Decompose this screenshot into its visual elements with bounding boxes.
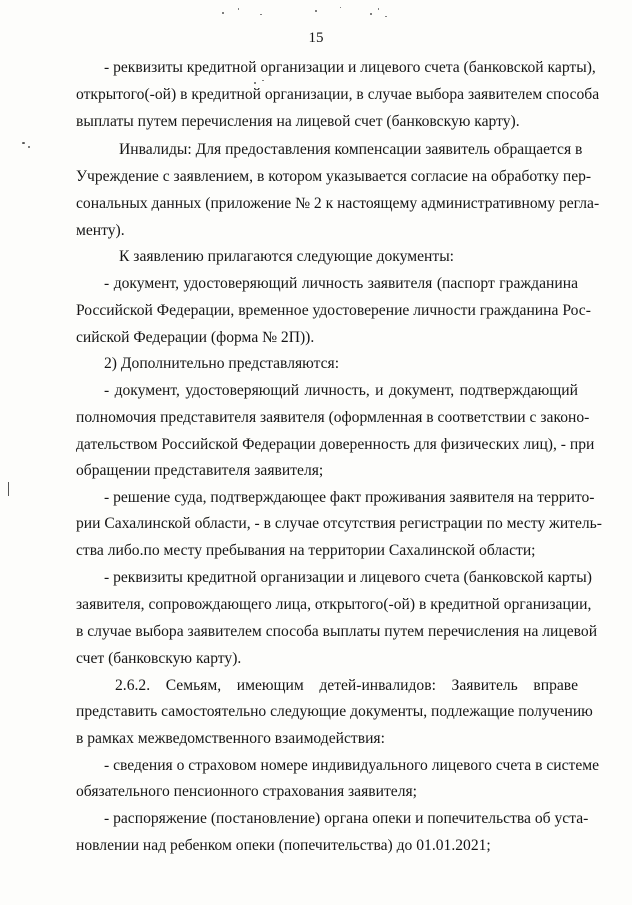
- paragraph-line: - распоряжение (постановление) органа опеки и попечительства об уста-: [104, 810, 589, 827]
- paragraph-line: дательством Российской Федерации доверенность для физических лиц), - при: [76, 436, 595, 453]
- paragraph-line: рии Сахалинской области, - в случае отсутствия регистрации по месту житель-: [76, 515, 602, 532]
- scan-speck: [254, 82, 256, 84]
- paragraph-line: полномочия представителя заявителя (оформленная в соответствии с законо-: [76, 409, 590, 426]
- paragraph-line: в случае выбора заявителем способа выплаты путем перечисления на лицевой: [76, 623, 598, 640]
- paragraph-line: - сведения о страховом номере индивидуального лицевого счета в системе: [104, 757, 600, 774]
- paragraph-line: новлении над ребенком опеки (попечительства) до 01.01.2021;: [76, 837, 491, 854]
- scan-speck: [22, 142, 25, 144]
- scan-speck: [8, 482, 9, 496]
- paragraph-line: счет (банковскую карту).: [76, 650, 242, 667]
- paragraph-line: сональных данных (приложение № 2 к настоящему административному регла-: [76, 195, 600, 212]
- scan-speck: [28, 146, 30, 148]
- paragraph-line: - решение суда, подтверждающее факт проживания заявителя на террито-: [104, 489, 595, 506]
- paragraph-line: К заявлению прилагаются следующие документы:: [119, 248, 455, 265]
- paragraph-line: заявителя, сопровождающего лица, открытого(-ой) в кредитной организации,: [76, 596, 592, 613]
- paragraph-line: представить самостоятельно следующие документы, подлежащие получению: [76, 703, 593, 720]
- paragraph-line: в рамках межведомственного взаимодействия:: [76, 730, 385, 747]
- scan-noise: [220, 4, 420, 22]
- paragraph-line: - документ, удостоверяющий личность, и документ, подтверждающий: [104, 382, 578, 399]
- paragraph-line: Учреждение с заявлением, в котором указывается согласие на обработку пер-: [76, 168, 592, 185]
- paragraph-line: сийской Федерации (форма № 2П)).: [76, 329, 315, 346]
- paragraph-line: - реквизиты кредитной организации и лицевого счета (банковской карты),: [104, 59, 596, 76]
- paragraph-line: 2.6.2. Семьям, имеющим детей-инвалидов: Заявитель вправе: [115, 677, 578, 694]
- paragraph-line: обращении представителя заявителя;: [76, 462, 324, 479]
- page-number: 15: [308, 30, 324, 46]
- paragraph-line: 2) Дополнительно представляются:: [104, 355, 340, 372]
- paragraph-line: ства либо.по месту пребывания на территории Сахалинской области;: [76, 542, 536, 559]
- paragraph-line: Российской Федерации, временное удостоверение личности гражданина Рос-: [76, 302, 591, 319]
- paragraph-line: открытого(-ой) в кредитной организации, в случае выбора заявителем способа: [76, 86, 600, 103]
- scan-speck: [262, 80, 264, 81]
- paragraph-line: выплаты путем перечисления на лицевой счет (банковскую карту).: [76, 113, 520, 130]
- paragraph-line: обязательного пенсионного страхования заявителя;: [76, 783, 417, 800]
- paragraph-line: - реквизиты кредитной организации и лицевого счета (банковской карты): [104, 569, 592, 586]
- paragraph-line: - документ, удостоверяющий личность заявителя (паспорт гражданина: [104, 275, 578, 292]
- paragraph-line: менту).: [76, 222, 125, 239]
- paragraph-line: Инвалиды: Для предоставления компенсации заявитель обращается в: [119, 141, 583, 158]
